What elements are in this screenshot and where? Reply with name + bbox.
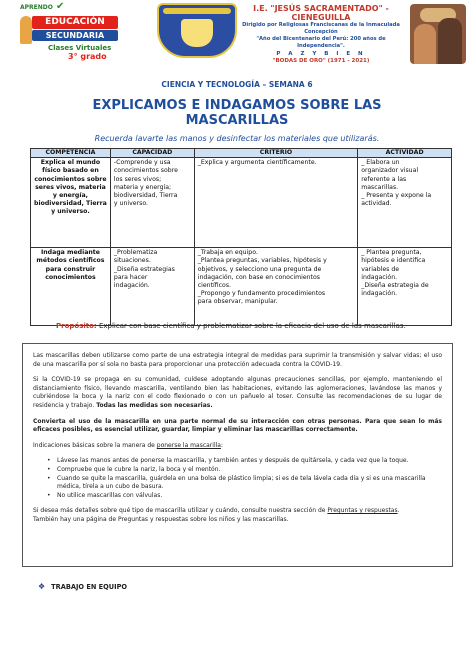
cell-line: -Comprende y usa — [113, 159, 171, 167]
diamond-bullet-icon: ❖ — [38, 582, 46, 591]
cell-line: _Plantea preguntas, variables, hipótesis y — [197, 257, 327, 265]
header-capacidad: CAPACIDAD — [110, 149, 194, 158]
logo-secundaria: SECUNDARIA — [32, 30, 118, 41]
course-topic: CIENCIA Y TECNOLOGÍA – SEMANA 6 — [161, 80, 313, 89]
cell-line: indagación. — [113, 282, 150, 290]
list-item: • Compruebe que le cubre la nariz, la boca y el mentón. — [33, 466, 442, 475]
cell-line: indagación. — [361, 273, 398, 281]
cell-capacidad — [110, 158, 194, 248]
aprendo-en-casa-logo — [18, 1, 123, 66]
cell-line: _Diseña estrategias — [113, 265, 175, 273]
table-header-row — [31, 149, 452, 158]
paragraph — [33, 376, 442, 410]
cell-line: organizador visual — [361, 167, 419, 175]
cell-line: _Propongo y fundamento procedimientos — [197, 290, 326, 298]
cell-line: seres vivos, materia — [35, 183, 106, 191]
cell-line: variables de — [361, 265, 400, 273]
cell-line: _Explica y argumenta científicamente. — [197, 159, 317, 167]
cell-line: _Trabaja en equipo. — [197, 249, 258, 257]
cell-line: para hacer — [113, 273, 148, 281]
photo-figure-left — [414, 24, 436, 64]
header-criterio: CRITERIO — [194, 149, 357, 158]
cell-line: _ Plantea pregunta, — [361, 249, 422, 257]
cell-line: y universo. — [51, 208, 90, 216]
school-name: I.E. "JESÚS SACRAMENTADO" - CIENEGUILLA — [253, 4, 389, 22]
cell-line: físico basado en — [42, 167, 99, 175]
photo-figure-right — [438, 18, 462, 64]
cell-line: referente a las — [361, 175, 407, 183]
list-item: • No utilice mascarillas con válvulas. — [33, 492, 442, 501]
school-crest-logo — [157, 3, 237, 58]
mask-info-box — [22, 343, 453, 567]
cell-line: los seres vivos; — [113, 175, 162, 183]
paragraph-bold: Convierta el uso de la mascarilla en una parte normal de su interacción con otras personas. Para que sean lo más eficaces posibles, es esencial utilizar, guardar, limpiar y eliminar las mascarillas correctamente. — [33, 417, 442, 434]
cell-line: para construir — [45, 265, 96, 273]
paragraph-suffix: . — [397, 507, 400, 515]
cell-line: _Problematiza — [113, 249, 158, 257]
list-item: • Cuando se quite la mascarilla, guárdela en una bolsa de plástico limpia; si es de tela lávela cada día y si es una mascarilla médica, tírela a un cubo de basura. — [33, 475, 442, 492]
logo-educacion: EDUCACIÓN — [32, 16, 118, 29]
cell-line: objetivos, y selecciono una pregunta de — [197, 265, 322, 273]
purpose-label: Propósito: — [56, 322, 97, 330]
indications-list — [33, 457, 442, 500]
child-illustration-icon — [20, 16, 32, 44]
logo-aprendo: APRENDO — [20, 4, 53, 11]
cell-line: indagación. — [361, 290, 398, 298]
page-header — [0, 0, 474, 72]
cell-competencia — [31, 158, 111, 248]
school-line2: "Año del Bicentenario del Perú: 200 años de Independencia". — [256, 36, 386, 49]
cell-line: y energía, — [52, 192, 88, 200]
team-work-label: TRABAJO EN EQUIPO — [51, 583, 128, 591]
cell-competencia — [31, 248, 111, 326]
page-subtitle: Recuerda lavarte las manos y desinfectar los materiales que utilizarás. — [94, 134, 380, 143]
cell-line: _Diseña estrategia de — [361, 282, 429, 290]
school-info — [237, 4, 405, 64]
cell-line: científicos. — [197, 282, 232, 290]
logo-grado: 3° grado — [68, 52, 107, 61]
paragraph-text: Si la COVID-19 se propaga en su comunidad, cuídese adoptando algunas precauciones sencillas, por ejemplo, manteniendo el distanciamiento físico, llevando mascarilla, ventilando bien las habitaciones, evitando las aglomeraciones, lavándose las manos y cubriéndose la boca y la nariz con el codo flexionado o con un pañuelo al toser. Consulte las recomendaciones de su lugar de residencia y trabajo. — [33, 376, 442, 409]
header-competencia: COMPETENCIA — [31, 149, 111, 158]
indications-link[interactable]: ponerse la mascarilla — [156, 441, 221, 449]
cell-capacidad — [110, 248, 194, 326]
paragraph-bold: Todas las medidas son necesarias. — [96, 401, 213, 409]
cell-line: actividad. — [361, 200, 392, 208]
cell-line: Explica el mundo — [40, 159, 101, 167]
paragraph-text: Si desea más detalles sobre qué tipo de mascarilla utilizar y cuándo, consulte nuestra sección de — [33, 507, 326, 515]
indications-prefix: Indicaciones básicas sobre la manera de — [33, 441, 155, 449]
children-photo — [410, 4, 466, 64]
school-motto: P A Z Y B I E N — [276, 51, 366, 57]
faq-link[interactable]: Preguntas y respuestas — [327, 507, 398, 515]
cell-line: biodiversidad, Tierra — [113, 192, 178, 200]
logo-clases-virtuales: Clases Virtuales — [48, 44, 112, 52]
cell-line: conocimientos — [45, 273, 96, 281]
crest-ribbon — [163, 8, 231, 14]
paragraph — [33, 507, 442, 516]
cell-line: _ Presenta y expone la — [361, 192, 432, 200]
cell-line: indagación, con base en conocimientos — [197, 273, 320, 281]
cell-line: y universo. — [113, 200, 148, 208]
purpose-text: Explicar con base científica y problematizar sobre la eficacia del uso de las mascarillas. — [98, 322, 406, 330]
indications-suffix: : — [220, 441, 223, 449]
purpose-statement — [56, 322, 406, 330]
list-item: • Lávese las manos antes de ponerse la mascarilla, y también antes y después de quitársela, y cada vez que la toque. — [33, 457, 442, 466]
cell-line: hipótesis e identifica — [361, 257, 426, 265]
indications-heading — [33, 442, 442, 451]
cell-actividad — [358, 248, 452, 326]
check-icon: ✔ — [56, 1, 65, 12]
cell-line: métodos científicos — [36, 257, 105, 265]
cell-line: mascarillas. — [361, 183, 399, 191]
cell-line: conocimientos sobre — [113, 167, 178, 175]
cell-criterio — [194, 158, 357, 248]
paragraph-cut: También hay una página de Preguntas y respuestas sobre los niños y las mascarillas. — [33, 515, 289, 523]
page-title: EXPLICAMOS E INDAGAMOS SOBRE LAS MASCARILLAS — [92, 98, 382, 128]
cell-criterio — [194, 248, 357, 326]
cell-line: situaciones. — [113, 257, 151, 265]
table-row — [31, 248, 452, 326]
team-work-heading — [38, 582, 127, 591]
cell-line: Indaga mediante — [40, 249, 100, 257]
cell-line: _ Elabora un — [361, 159, 400, 167]
cell-line: conocimientos sobre — [34, 175, 107, 183]
paragraph: Las mascarillas deben utilizarse como parte de una estrategia integral de medidas para suprimir la transmisión y salvar vidas; el uso de una mascarilla por sí sola no basta para proporcionar una protección adecuada contra la COVID-19. — [33, 352, 442, 368]
cell-line: materia y energía; — [113, 183, 172, 191]
school-line1: Dirigido por Religiosas Franciscanas de la Inmaculada Concepción — [242, 22, 400, 35]
header-actividad: ACTIVIDAD — [358, 149, 452, 158]
school-anniversary: "BODAS DE ORO" (1971 - 2021) — [272, 58, 370, 64]
table-row — [31, 158, 452, 248]
cell-line: para observar, manipular. — [197, 298, 278, 306]
cell-actividad — [358, 158, 452, 248]
competency-table — [30, 148, 452, 326]
crest-shield — [181, 19, 213, 47]
cell-line: biodiversidad, Tierra — [34, 200, 107, 208]
